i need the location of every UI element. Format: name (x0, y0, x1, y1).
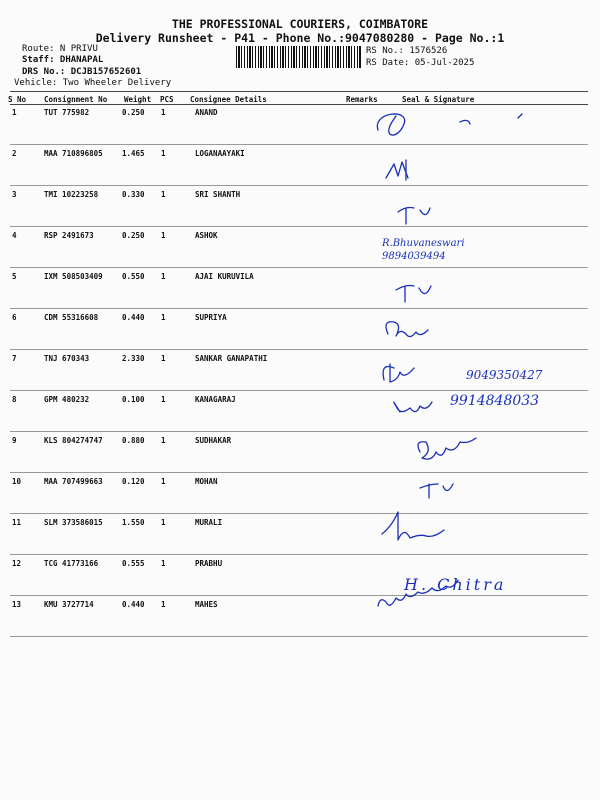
row-sno: 6 (12, 313, 17, 322)
weight-value: 0.555 (122, 559, 145, 568)
pcs-value: 1 (161, 518, 166, 527)
consignment-number: KMU 3727714 (44, 600, 94, 609)
pcs-value: 1 (161, 149, 166, 158)
consignee-name: SRI SHANTH (195, 190, 241, 199)
drs-number: DRS No.: DCJB157652601 (22, 67, 142, 77)
signature-scribble-icon (394, 402, 432, 412)
weight-value: 0.880 (122, 436, 145, 445)
signature-scribble-icon (398, 208, 430, 225)
consignee-name: PRABHU (195, 559, 223, 568)
consignment-number: MAA 710896805 (44, 149, 103, 158)
col-consignment: Consignment No (44, 95, 108, 104)
signature-scribble-icon (382, 512, 444, 540)
pcs-value: 1 (161, 354, 166, 363)
consignee-name: SANKAR GANAPATHI (195, 354, 268, 363)
weight-value: 0.440 (122, 600, 145, 609)
row-sno: 7 (12, 354, 17, 363)
rs-number: RS No.: 1576526 (366, 46, 448, 56)
consignment-number: GPM 480232 (44, 395, 90, 404)
weight-value: 0.440 (122, 313, 145, 322)
row-sno: 9 (12, 436, 17, 445)
signature-scribble-icon (383, 364, 414, 382)
consignment-number: KLS 804274747 (44, 436, 103, 445)
consignee-name: MAHES (195, 600, 218, 609)
row-sno: 5 (12, 272, 17, 281)
pcs-value: 1 (161, 272, 166, 281)
staff-label: Staff: DHANAPAL (22, 55, 104, 65)
col-remarks: Remarks (346, 95, 378, 104)
consignment-number: SLM 373586015 (44, 518, 103, 527)
handwritten-signature-text: R.Bhuvaneswari 9894039494 (382, 238, 465, 262)
pcs-value: 1 (161, 313, 166, 322)
consignment-number: TUT 775982 (44, 108, 90, 117)
consignee-name: ASHOK (195, 231, 218, 240)
vehicle-label: Vehicle: Two Wheeler Delivery (14, 78, 172, 88)
signature-scribble-icon (418, 438, 476, 459)
row-sno: 12 (12, 559, 22, 568)
consignee-name: LOGANAAYAKI (195, 149, 245, 158)
weight-value: 0.120 (122, 477, 145, 486)
row-sno: 10 (12, 477, 22, 486)
consignee-name: SUPRIYA (195, 313, 227, 322)
pcs-value: 1 (161, 108, 166, 117)
handwritten-signature-text: 9049350427 (466, 368, 543, 382)
signature-scribble-icon (396, 286, 431, 303)
col-consignee: Consignee Details (190, 95, 267, 104)
consignee-name: MOHAN (195, 477, 218, 486)
handwritten-signature-text: 9914848033 (450, 393, 540, 409)
row-sno: 1 (12, 108, 17, 117)
pcs-value: 1 (161, 600, 166, 609)
col-pcs: PCS (160, 95, 174, 104)
signature-scribble-icon (420, 484, 453, 498)
weight-value: 1.550 (122, 518, 145, 527)
weight-value: 0.550 (122, 272, 145, 281)
row-sno: 2 (12, 149, 17, 158)
signature-scribble-icon (386, 160, 408, 180)
consignment-number: CDM 55316608 (44, 313, 99, 322)
pcs-value: 1 (161, 395, 166, 404)
pcs-value: 1 (161, 477, 166, 486)
col-seal-signature: Seal & Signature (402, 95, 475, 104)
consignment-number: MAA 707499663 (44, 477, 103, 486)
consignment-number: TCG 41773166 (44, 559, 99, 568)
signature-scribble-icon (378, 580, 458, 606)
weight-value: 0.330 (122, 190, 145, 199)
route-label: Route: N PRIVU (22, 44, 98, 54)
consignee-name: AJAI KURUVILA (195, 272, 254, 281)
runsheet-subtitle: Delivery Runsheet - P41 - Phone No.:9047080280 - Page No.:1 (95, 31, 505, 45)
company-title: THE PROFESSIONAL COURIERS, COIMBATORE (171, 17, 429, 31)
consignment-number: RSP 2491673 (44, 231, 94, 240)
row-sno: 3 (12, 190, 17, 199)
row-sno: 8 (12, 395, 17, 404)
signature-scribble-icon (386, 322, 428, 337)
weight-value: 2.330 (122, 354, 145, 363)
consignee-name: MURALI (195, 518, 223, 527)
col-sno: S No (8, 95, 27, 104)
pcs-value: 1 (161, 190, 166, 199)
weight-value: 0.250 (122, 108, 145, 117)
row-sno: 4 (12, 231, 17, 240)
consignment-number: TMI 10223258 (44, 190, 99, 199)
pcs-value: 1 (161, 559, 166, 568)
row-sno: 13 (12, 600, 22, 609)
rs-date: RS Date: 05-Jul-2025 (366, 58, 475, 68)
weight-value: 0.250 (122, 231, 145, 240)
weight-value: 0.100 (122, 395, 145, 404)
consignee-name: KANAGARAJ (195, 395, 236, 404)
pcs-value: 1 (161, 436, 166, 445)
signature-scribble-icon (377, 114, 522, 135)
pcs-value: 1 (161, 231, 166, 240)
weight-value: 1.465 (122, 149, 145, 158)
consignment-number: IXM 508503409 (44, 272, 103, 281)
handwritten-signature-text: H. Chitra (404, 575, 507, 594)
col-weight: Weight (124, 95, 152, 104)
consignee-name: ANAND (195, 108, 218, 117)
consignment-number: TNJ 670343 (44, 354, 90, 363)
consignee-name: SUDHAKAR (195, 436, 232, 445)
row-sno: 11 (12, 518, 22, 527)
